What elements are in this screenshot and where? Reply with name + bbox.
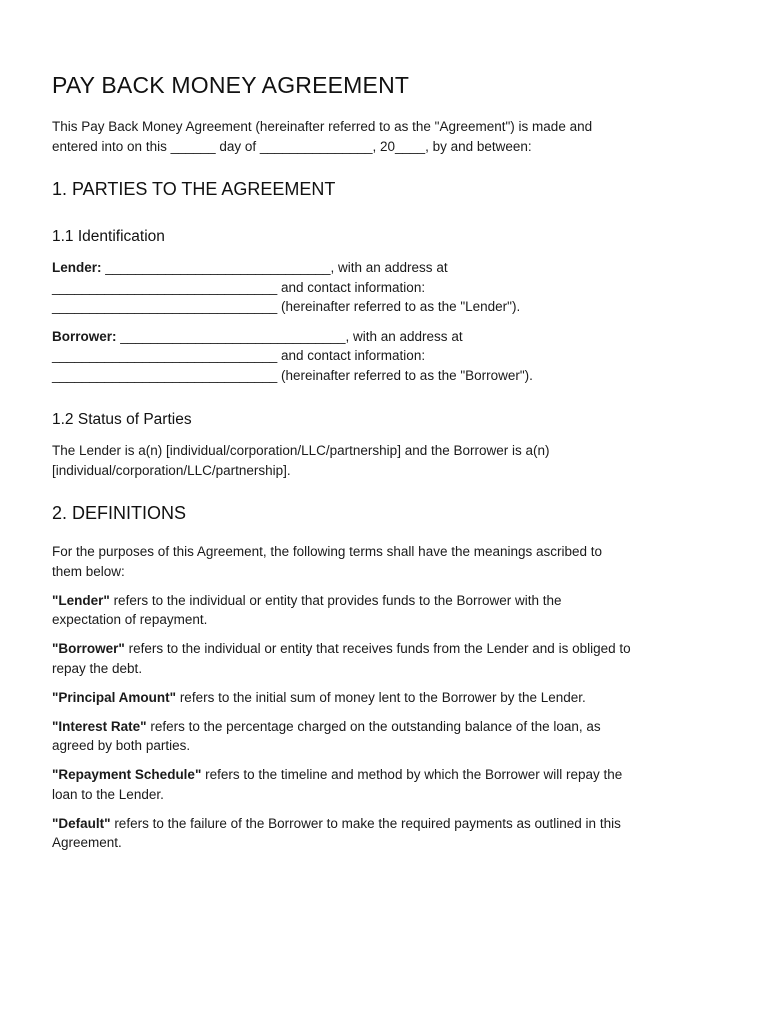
- definition-term: "Repayment Schedule": [52, 767, 202, 782]
- lender-paragraph: [52, 258, 718, 317]
- definition-text: refers to the failure of the Borrower to make the required payments as outlined in this: [110, 815, 621, 831]
- definition-text: refers to the individual or entity that receives funds from the Lender and is obliged to: [124, 641, 631, 656]
- definition-term: "Interest Rate": [52, 718, 147, 734]
- status-line-2: [individual/corporation/LLC/partnership].: [52, 462, 291, 478]
- status-paragraph: [52, 441, 718, 480]
- borrower-line-3: ______________________________ (hereinafter referred to as the "Borrower").: [52, 367, 533, 383]
- status-line-1: The Lender is a(n) [individual/corporation/LLC/partnership] and the Borrower is a(n): [52, 443, 550, 458]
- definition-principal-amount: [52, 688, 718, 708]
- definition-term: "Lender": [52, 592, 110, 608]
- definition-text: Agreement.: [52, 835, 122, 850]
- section-1-heading: 1. PARTIES TO THE AGREEMENT: [52, 179, 336, 199]
- definition-text: refers to the initial sum of money lent to the Borrower by the Lender.: [176, 689, 586, 705]
- borrower-line-2: ______________________________ and contact information:: [52, 348, 426, 363]
- definition-borrower: [52, 639, 718, 678]
- subsection-1-1-heading: 1.1 Identification: [52, 228, 165, 245]
- intro-line-1: This Pay Back Money Agreement (hereinafter referred to as the "Agreement") is made and: [52, 119, 593, 134]
- borrower-line-1: ______________________________, with an address at: [116, 328, 463, 344]
- definition-text: loan to the Lender.: [52, 786, 164, 802]
- definition-text: refers to the percentage charged on the outstanding balance of the loan, as: [146, 718, 601, 734]
- definition-term: "Borrower": [52, 641, 125, 656]
- borrower-paragraph: [52, 327, 718, 386]
- definition-text: repay the debt.: [52, 660, 143, 676]
- definitions-lead-paragraph: [52, 542, 718, 581]
- lender-label: Lender:: [52, 260, 102, 275]
- borrower-label: Borrower:: [52, 328, 117, 344]
- definition-interest-rate: [52, 717, 718, 756]
- definition-lender: [52, 591, 718, 630]
- intro-line-2: entered into on this ______ day of _______________, 20____, by and between:: [52, 138, 532, 154]
- lender-line-3: ______________________________ (hereinafter referred to as the "Lender").: [52, 299, 521, 314]
- definition-text: agreed by both parties.: [52, 738, 191, 753]
- definitions-lead-line-2: them below:: [52, 563, 125, 579]
- definition-repayment-schedule: [52, 765, 718, 804]
- definition-term: "Principal Amount": [52, 689, 177, 705]
- intro-paragraph: [52, 117, 718, 156]
- definition-term: "Default": [52, 815, 111, 831]
- document-title: PAY BACK MONEY AGREEMENT: [52, 72, 410, 98]
- definition-text: refers to the timeline and method by which the Borrower will repay the: [201, 767, 623, 782]
- definition-text: refers to the individual or entity that provides funds to the Borrower with the: [109, 592, 562, 608]
- definition-default: [52, 814, 718, 853]
- definitions-lead-line-1: For the purposes of this Agreement, the following terms shall have the meanings ascribed to: [52, 544, 603, 559]
- section-2-heading: 2. DEFINITIONS: [52, 503, 187, 523]
- lender-line-2: ______________________________ and contact information:: [52, 279, 426, 295]
- definition-text: expectation of repayment.: [52, 612, 208, 627]
- lender-line-1: ______________________________, with an address at: [101, 260, 448, 275]
- subsection-1-2-heading: 1.2 Status of Parties: [52, 411, 192, 428]
